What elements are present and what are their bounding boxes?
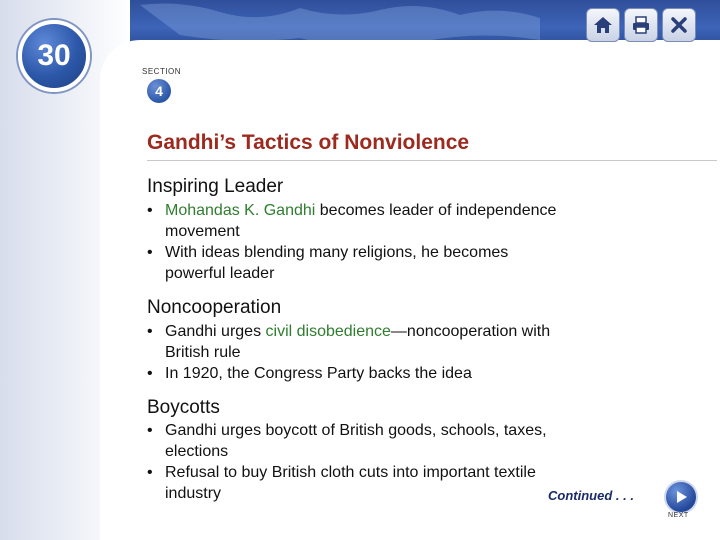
bullet-text: Refusal to buy British cloth cuts into important textile industry: [165, 464, 536, 502]
list-item: [147, 242, 567, 284]
section-heading-inspiring-leader: Inspiring Leader: [147, 176, 284, 197]
bullet-text: becomes leader of independence movement: [165, 202, 557, 240]
close-button[interactable]: [662, 8, 696, 42]
bullet-text: Gandhi urges: [165, 323, 266, 340]
home-icon: [592, 14, 614, 36]
print-button[interactable]: [624, 8, 658, 42]
key-term: civil disobedience: [265, 323, 391, 340]
list-item: [147, 363, 597, 384]
home-button[interactable]: [586, 8, 620, 42]
chapter-number: 30: [37, 39, 71, 72]
nav-toolbar: [586, 8, 696, 42]
print-icon: [630, 14, 652, 36]
play-arrow-icon: [673, 489, 689, 505]
list-item: [147, 420, 547, 462]
title-divider: [147, 160, 717, 161]
bullet-text: With ideas blending many religions, he becomes powerful leader: [165, 244, 509, 282]
bullet-list-inspiring-leader: [147, 200, 567, 284]
bullet-list-boycotts: [147, 420, 547, 504]
next-label: NEXT: [668, 512, 689, 519]
page-title: Gandhi’s Tactics of Nonviolence: [147, 131, 470, 154]
bullet-text: In 1920, the Congress Party backs the idea: [165, 365, 472, 382]
bullet-text: —noncooperation with British rule: [165, 323, 551, 361]
continued-label: Continued . . .: [548, 488, 634, 503]
bullet-list-noncooperation: [147, 321, 597, 384]
close-icon: [668, 14, 690, 36]
section-heading-noncooperation: Noncooperation: [147, 297, 282, 318]
list-item: [147, 321, 597, 363]
list-item: [147, 462, 547, 504]
section-label: SECTION: [142, 67, 182, 76]
list-item: [147, 200, 567, 242]
key-term: Mohandas K. Gandhi: [165, 202, 316, 219]
next-button[interactable]: [664, 480, 698, 514]
section-heading-boycotts: Boycotts: [147, 397, 220, 418]
chapter-badge: [18, 20, 90, 92]
section-number-badge: 4: [147, 79, 171, 103]
bullet-text: Gandhi urges boycott of British goods, schools, taxes, elections: [165, 422, 547, 460]
